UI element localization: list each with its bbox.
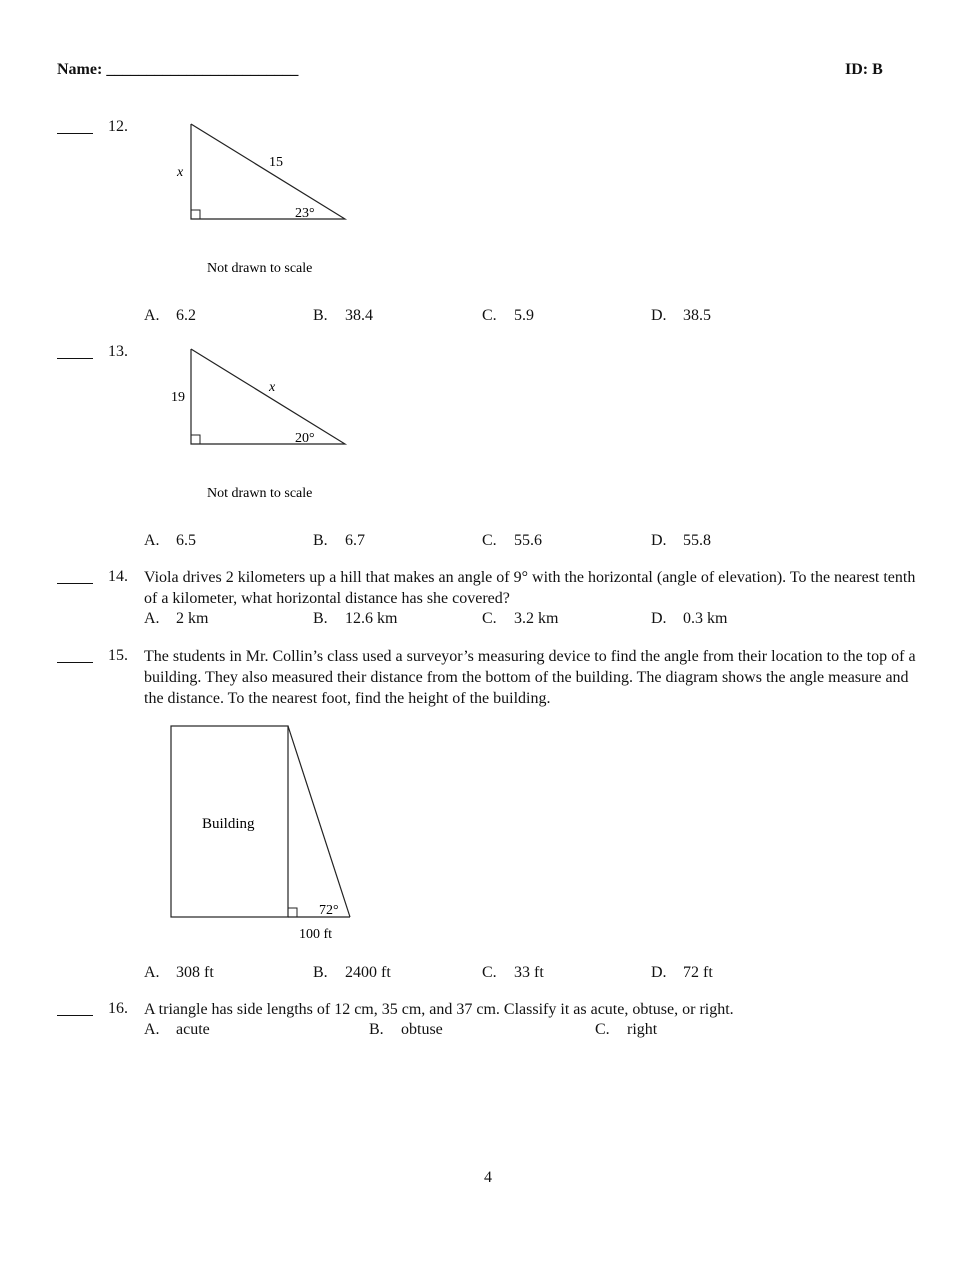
option-text: 38.5: [683, 307, 711, 324]
option-letter: B.: [313, 307, 328, 324]
angle-label: 72°: [319, 903, 339, 918]
option-text: 6.5: [176, 532, 196, 549]
answer-blank-13[interactable]: [57, 344, 93, 359]
option-c[interactable]: [482, 963, 544, 983]
hypotenuse-label: x: [269, 380, 276, 395]
distance-label: 100 ft: [299, 927, 333, 942]
option-c[interactable]: [482, 609, 558, 629]
triangle-shape: [191, 124, 345, 219]
option-text: 55.8: [683, 532, 711, 549]
question-number: 16.: [108, 1000, 128, 1017]
option-text: acute: [176, 1021, 210, 1038]
option-letter: A.: [144, 1021, 160, 1038]
option-letter: A.: [144, 610, 160, 627]
option-b[interactable]: [369, 1020, 443, 1040]
figure-caption: Not drawn to scale: [207, 486, 313, 501]
option-letter: D.: [651, 307, 667, 324]
option-letter: A.: [144, 307, 160, 324]
option-text: 72 ft: [683, 964, 713, 981]
q12-triangle-figure: [170, 115, 370, 285]
option-text: 308 ft: [176, 964, 214, 981]
option-b[interactable]: [313, 609, 397, 629]
name-blank[interactable]: ________________________: [106, 61, 299, 78]
id-line: [845, 60, 883, 80]
angle-label: 23°: [295, 206, 315, 221]
option-letter: D.: [651, 610, 667, 627]
option-b[interactable]: [313, 963, 391, 983]
id-label: ID:: [845, 61, 869, 78]
id-value: B: [872, 61, 883, 78]
option-text: right: [627, 1021, 658, 1038]
option-letter: A.: [144, 964, 160, 981]
name-label: Name:: [57, 61, 103, 78]
option-text: 33 ft: [514, 964, 544, 981]
question-number: 12.: [108, 118, 128, 135]
right-angle-mark: [288, 908, 297, 917]
option-letter: B.: [313, 610, 328, 627]
option-text: 3.2 km: [514, 610, 559, 627]
option-text: 6.7: [345, 532, 365, 549]
option-d[interactable]: [651, 963, 713, 983]
hypotenuse-label: 15: [269, 155, 283, 170]
option-c[interactable]: [482, 531, 542, 551]
option-letter: C.: [482, 307, 497, 324]
option-letter: C.: [595, 1021, 610, 1038]
answer-blank-12[interactable]: [57, 119, 93, 134]
option-d[interactable]: [651, 609, 727, 629]
q15-building-figure: [160, 715, 380, 950]
option-text: 2 km: [176, 610, 209, 627]
option-letter: C.: [482, 964, 497, 981]
question-text: The students in Mr. Collin’s class used a surveyor’s measuring device to find the angle from their location to the top of a building. They also measured their distance from the bottom of the building. The diagram shows the angle measure and the distance. To the nearest foot, find the height of the building.: [144, 648, 916, 707]
question-text: A triangle has side lengths of 12 cm, 35 cm, and 37 cm. Classify it as acute, obtuse, or right.: [144, 1001, 734, 1018]
right-angle-mark: [191, 210, 200, 219]
option-letter: C.: [482, 532, 497, 549]
option-letter: B.: [369, 1021, 384, 1038]
option-letter: C.: [482, 610, 497, 627]
option-a[interactable]: [144, 609, 208, 629]
answer-blank-16[interactable]: [57, 1001, 93, 1016]
question-number: 14.: [108, 568, 128, 585]
right-angle-mark: [191, 435, 200, 444]
option-text: 55.6: [514, 532, 542, 549]
figure-caption: Not drawn to scale: [207, 261, 313, 276]
option-text: obtuse: [401, 1021, 443, 1038]
option-text: 12.6 km: [345, 610, 398, 627]
q13-triangle-figure: [170, 340, 370, 510]
option-b[interactable]: [313, 306, 373, 326]
answer-blank-14[interactable]: [57, 569, 93, 584]
side-label-left: 19: [171, 390, 185, 405]
option-letter: B.: [313, 964, 328, 981]
option-d[interactable]: [651, 531, 711, 551]
triangle-shape: [191, 349, 345, 444]
option-a[interactable]: [144, 306, 196, 326]
option-letter: B.: [313, 532, 328, 549]
page-number: 4: [484, 1169, 492, 1186]
option-text: 5.9: [514, 307, 534, 324]
name-line: [57, 60, 298, 80]
side-label-left: x: [177, 165, 184, 180]
option-text: 38.4: [345, 307, 373, 324]
sight-line: [288, 726, 350, 917]
question-text: Viola drives 2 kilometers up a hill that makes an angle of 9° with the horizontal (angle of elevation). To the nearest tenth of a kilometer, what horizontal distance has she covered?: [144, 569, 916, 607]
option-text: 6.2: [176, 307, 196, 324]
option-letter: D.: [651, 532, 667, 549]
option-c[interactable]: [595, 1020, 657, 1040]
question-number: 15.: [108, 647, 128, 664]
option-letter: D.: [651, 964, 667, 981]
option-b[interactable]: [313, 531, 365, 551]
option-a[interactable]: [144, 1020, 210, 1040]
option-c[interactable]: [482, 306, 534, 326]
option-text: 0.3 km: [683, 610, 728, 627]
option-letter: A.: [144, 532, 160, 549]
angle-label: 20°: [295, 431, 315, 446]
option-a[interactable]: [144, 963, 214, 983]
answer-blank-15[interactable]: [57, 648, 93, 663]
option-a[interactable]: [144, 531, 196, 551]
building-label: Building: [202, 816, 255, 832]
option-d[interactable]: [651, 306, 711, 326]
question-number: 13.: [108, 343, 128, 360]
option-text: 2400 ft: [345, 964, 391, 981]
